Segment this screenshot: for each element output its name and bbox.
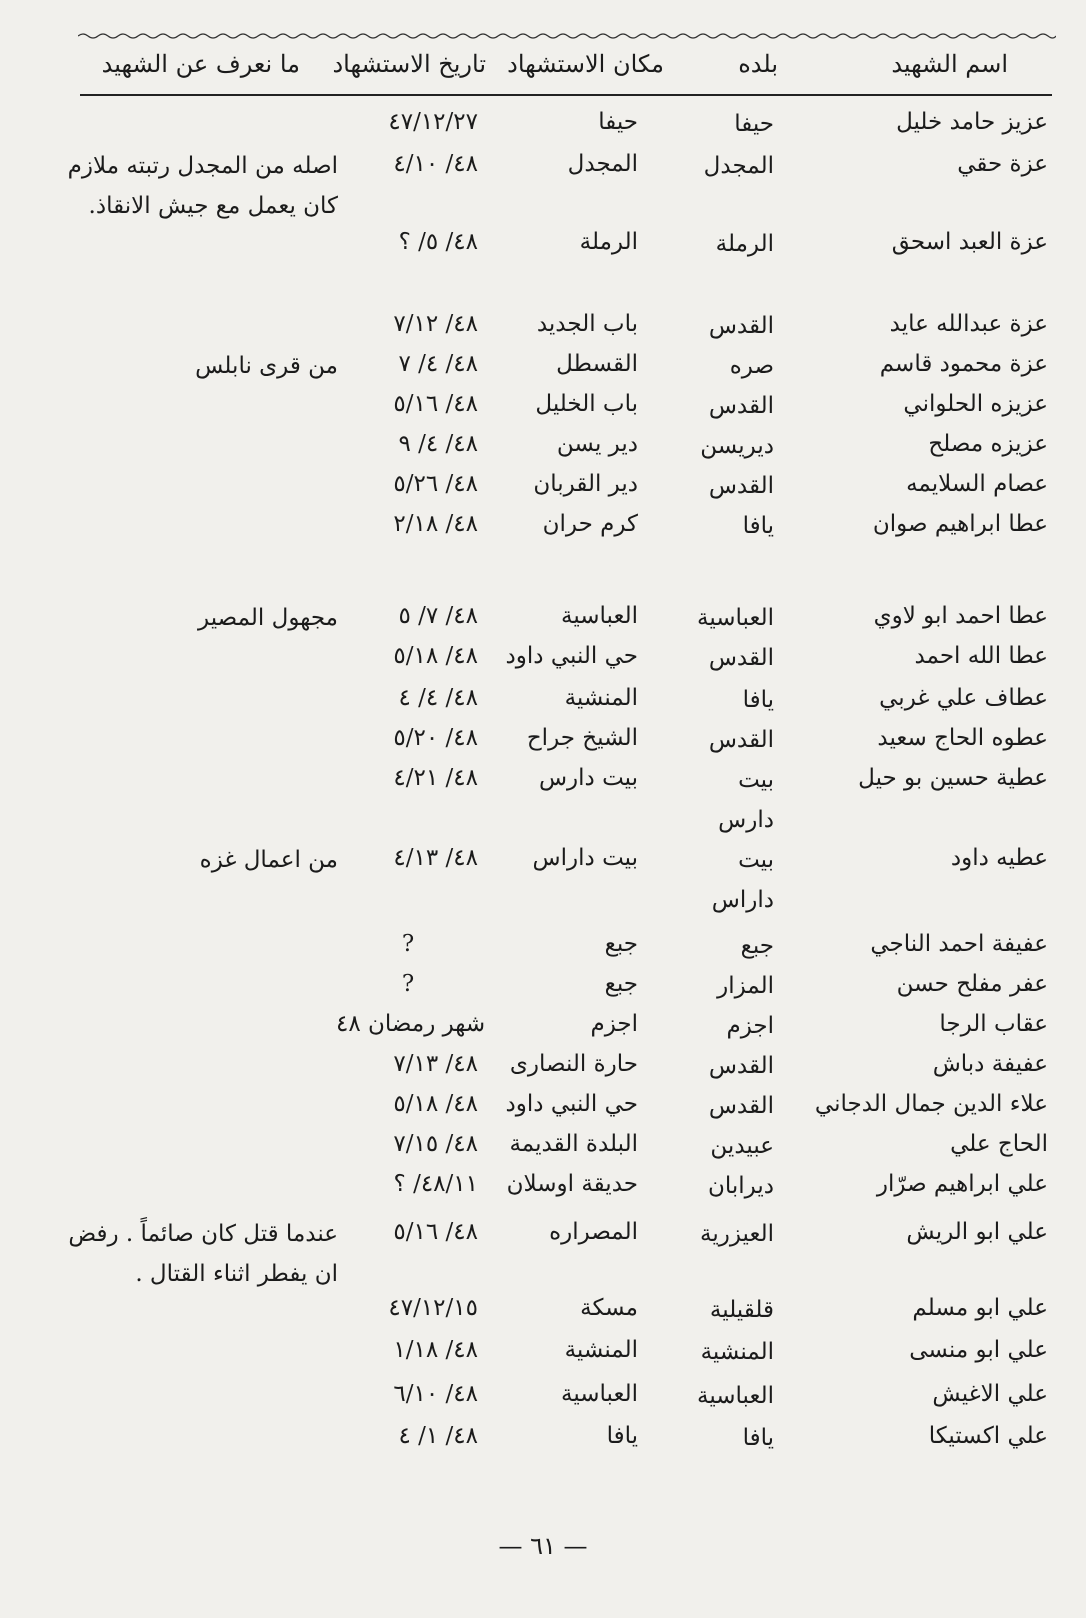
- cell-date: ?: [401, 931, 415, 957]
- table-row: [0, 1376, 1086, 1412]
- cell-date: ٤٨/ ٤/١٣: [393, 845, 478, 871]
- table-row: [0, 840, 1086, 913]
- cell-date: ٤٧/١٢/١٥: [388, 1295, 478, 1321]
- cell-town: يافا: [742, 1425, 774, 1451]
- header-note: ما نعرف عن الشهيد: [101, 50, 300, 78]
- cell-name: علي ابو مسلم: [912, 1295, 1048, 1321]
- table-row: [0, 224, 1086, 260]
- cell-name: عطيه داود: [950, 845, 1048, 871]
- cell-town: صره: [729, 353, 774, 379]
- cell-place: دير القربان: [533, 471, 638, 497]
- cell-place: المنشية: [564, 1337, 638, 1363]
- table-row: [0, 1214, 1086, 1287]
- table-row: [0, 506, 1086, 542]
- cell-place: المصراره: [549, 1219, 638, 1245]
- cell-town: يافا: [742, 513, 774, 539]
- cell-place: جبع: [604, 971, 638, 997]
- cell-date: ٤٧/١٢/٢٧: [388, 109, 478, 135]
- cell-name: عطوه الحاج سعيد: [877, 725, 1048, 751]
- cell-town: القدس: [708, 313, 774, 339]
- table-row: [0, 1126, 1086, 1162]
- cell-place: البلدة القديمة: [509, 1131, 638, 1157]
- cell-place: حيفا: [598, 109, 638, 135]
- cell-date: ٤٨/ ٥/٢٠: [393, 725, 478, 751]
- cell-place: بيت دارس: [538, 765, 638, 791]
- cell-name: عفيفة دباش: [932, 1051, 1048, 1077]
- cell-name: الحاج علي: [950, 1131, 1048, 1157]
- cell-date: ?: [401, 971, 415, 997]
- cell-name: عطية حسين بو حيل: [858, 765, 1048, 791]
- cell-town: القدس: [708, 1053, 774, 1079]
- cell-name: عطاف علي غربي: [879, 685, 1048, 711]
- cell-note: من قرى نابلس: [195, 353, 338, 379]
- cell-place: مسكة: [580, 1295, 638, 1321]
- cell-date: ٤٨/ ١/ ٤: [398, 1423, 478, 1449]
- cell-town: القدس: [708, 1093, 774, 1119]
- table-row: [0, 638, 1086, 674]
- cell-place: القسطل: [556, 351, 638, 377]
- table-row: [0, 1418, 1086, 1454]
- cell-date: ٤٨/ ٧/ ٥: [398, 603, 478, 629]
- cell-town: يافا: [742, 687, 774, 713]
- cell-place: جبع: [604, 931, 638, 957]
- cell-note: مجهول المصير: [198, 605, 338, 631]
- cell-name: عزة عبدالله عايد: [889, 311, 1048, 337]
- table-row: [0, 926, 1086, 962]
- cell-place: كرم حران: [542, 511, 638, 537]
- table-row: [0, 1290, 1086, 1326]
- cell-place: بيت داراس: [532, 845, 638, 871]
- table-row: [0, 720, 1086, 756]
- table-row: [0, 1006, 1086, 1042]
- cell-name: عفيفة احمد الناجي: [870, 931, 1048, 957]
- table-row: [0, 598, 1086, 634]
- header-date: تاريخ الاستشهاد: [332, 50, 486, 78]
- table-row: [0, 1166, 1086, 1202]
- cell-place: الرملة: [579, 229, 638, 255]
- cell-date: ٤٨/ ٤/٢١: [393, 765, 478, 791]
- cell-town: القدس: [708, 393, 774, 419]
- cell-note: من اعمال غزه: [199, 847, 338, 873]
- header-name: اسم الشهيد: [891, 50, 1008, 78]
- cell-town: حيفا: [734, 111, 774, 137]
- cell-date: ٤٨/ ٤/ ٩: [398, 431, 478, 457]
- cell-date: ٤٨/ ١/١٨: [393, 1337, 478, 1363]
- cell-place: المنشية: [564, 685, 638, 711]
- cell-date: ٤٨/ ٤/ ٤: [398, 685, 478, 711]
- cell-town: عبيدين: [710, 1133, 774, 1159]
- cell-date: ٤٨/ ٧/١٥: [393, 1131, 478, 1157]
- table-row: [0, 760, 1086, 833]
- table-row: [0, 306, 1086, 342]
- cell-date: ٤٨/ ٤/١٠: [393, 151, 478, 177]
- cell-place: يافا: [606, 1423, 638, 1449]
- cell-name: عفر مفلح حسن: [896, 971, 1048, 997]
- cell-name: عطا ابراهيم صوان: [872, 511, 1048, 537]
- cell-name: علاء الدين جمال الدجاني: [814, 1091, 1048, 1117]
- cell-name: عزيز حامد خليل: [896, 109, 1048, 135]
- cell-town: قلقيلية: [709, 1297, 774, 1323]
- cell-name: عطا الله احمد: [914, 643, 1048, 669]
- cell-date: ٤٨/ ٢/١٨: [393, 511, 478, 537]
- cell-town: العباسية: [697, 1383, 774, 1409]
- cell-place: حديقة اوسلان: [506, 1171, 638, 1197]
- cell-name: عزة العبد اسحق: [891, 229, 1048, 255]
- cell-town: القدس: [708, 727, 774, 753]
- cell-place: حي النبي داود: [505, 1091, 638, 1117]
- cell-date: شهر رمضان ٤٨: [336, 1011, 486, 1037]
- cell-date: ٤٨/ ٥/ ؟: [398, 229, 478, 255]
- cell-date: ٤٨/ ٥/٢٦: [393, 471, 478, 497]
- cell-place: اجزم: [590, 1011, 638, 1037]
- cell-date: ٤٨/ ٥/١٨: [393, 1091, 478, 1117]
- cell-town: المزار: [717, 973, 774, 999]
- cell-town: اجزم: [726, 1013, 774, 1039]
- cell-place: باب الجديد: [536, 311, 638, 337]
- cell-name: عزة محمود قاسم: [879, 351, 1048, 377]
- cell-town: القدس: [708, 473, 774, 499]
- cell-date: ٤٨/ ٥/١٨: [393, 643, 478, 669]
- table-row: [0, 426, 1086, 462]
- cell-date: ٤٨/ ٥/١٦: [393, 391, 478, 417]
- cell-town: ديرابان: [707, 1173, 774, 1199]
- cell-name: عقاب الرجا: [939, 1011, 1048, 1037]
- table-row: [0, 346, 1086, 382]
- cell-date: ٤٨/ ٤/ ٧: [398, 351, 478, 377]
- table-row: [0, 466, 1086, 502]
- table-row: [0, 146, 1086, 219]
- cell-town: ديريسن: [700, 433, 774, 459]
- cell-town: جبع: [740, 933, 774, 959]
- cell-name: عزيزه مصلح: [928, 431, 1048, 457]
- cell-date: ٤٨/ ٥/١٦: [393, 1219, 478, 1245]
- cell-date: ٤٨/ ٧/١٣: [393, 1051, 478, 1077]
- cell-name: عصام السلايمه: [906, 471, 1048, 497]
- header-town: بلده: [738, 50, 778, 78]
- table-row: [0, 1086, 1086, 1122]
- cell-place: حي النبي داود: [505, 643, 638, 669]
- cell-name: علي ابو منسى: [909, 1337, 1048, 1363]
- header-place: مكان الاستشهاد: [507, 50, 664, 78]
- cell-name: علي اكستيكا: [928, 1423, 1048, 1449]
- cell-date: ٤٨/ ٦/١٠: [393, 1381, 478, 1407]
- table-row: [0, 1332, 1086, 1368]
- cell-name: عطا احمد ابو لاوي: [873, 603, 1048, 629]
- cell-town: المجدل: [703, 153, 774, 179]
- cell-place: المجدل: [567, 151, 638, 177]
- cell-place: العباسية: [561, 1381, 638, 1407]
- cell-name: عزة حقي: [957, 151, 1048, 177]
- cell-name: علي ابو الريش: [906, 1219, 1048, 1245]
- table-row: [0, 104, 1086, 140]
- cell-town: العباسية: [697, 605, 774, 631]
- table-row: [0, 1046, 1086, 1082]
- table-row: [0, 966, 1086, 1002]
- cell-name: علي الاغيش: [932, 1381, 1048, 1407]
- cell-note: عندما قتل كان صائماً . رفض ان يفطر اثناء القتال .: [68, 1221, 338, 1287]
- page-number: — ٦١ —: [498, 1532, 588, 1560]
- table-row: [0, 680, 1086, 716]
- cell-name: عزيزه الحلواني: [903, 391, 1048, 417]
- table-row: [0, 386, 1086, 422]
- cell-place: حارة النصارى: [509, 1051, 638, 1077]
- cell-town: بيت داراس: [711, 847, 774, 913]
- cell-date: ٤٨/ ٧/١٢: [393, 311, 478, 337]
- cell-town: القدس: [708, 645, 774, 671]
- cell-town: الرملة: [715, 231, 774, 257]
- cell-date: ٤٨/١١/ ؟: [393, 1171, 478, 1197]
- cell-note: اصله من المجدل رتبته ملازم كان يعمل مع جيش الانقاذ.: [67, 153, 338, 219]
- cell-town: العيزرية: [700, 1221, 774, 1247]
- cell-town: بيت دارس: [718, 767, 774, 833]
- cell-name: علي ابراهيم صرّار: [876, 1171, 1048, 1197]
- cell-town: المنشية: [700, 1339, 774, 1365]
- cell-place: دير يسن: [556, 431, 638, 457]
- cell-place: باب الخليل: [535, 391, 638, 417]
- cell-place: الشيخ جراح: [526, 725, 638, 751]
- cell-place: العباسية: [561, 603, 638, 629]
